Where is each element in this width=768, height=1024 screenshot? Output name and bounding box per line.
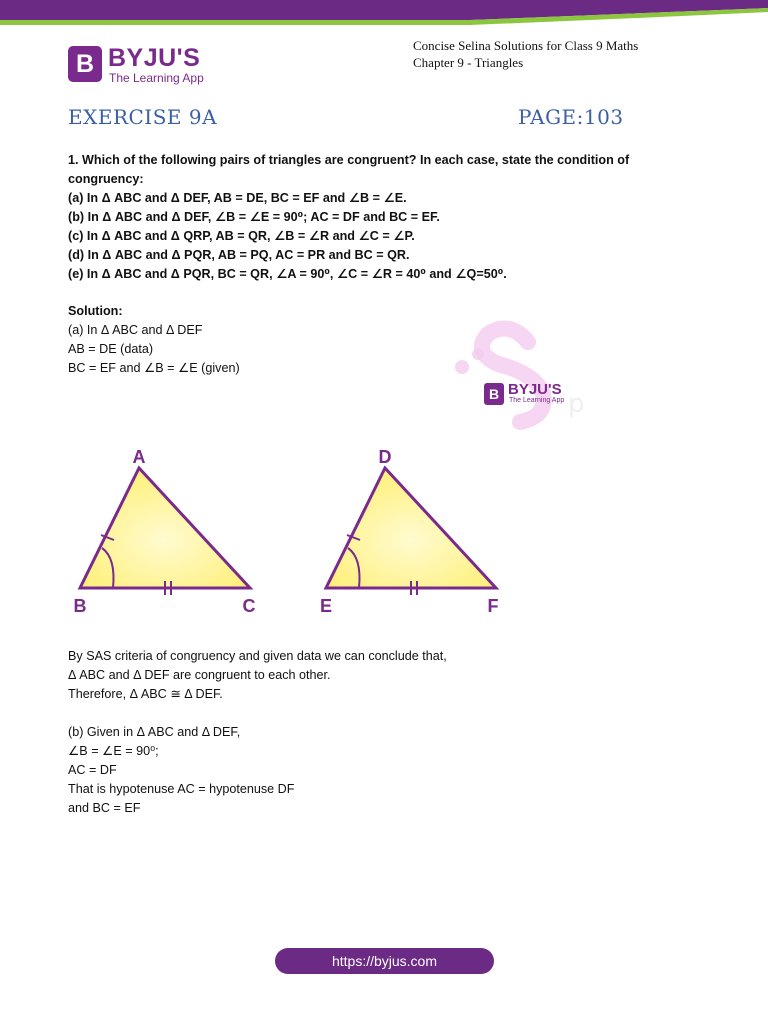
triangle-abc <box>74 447 256 616</box>
congruent-triangles-figure <box>60 440 520 620</box>
watermark-logo-letter: B <box>489 386 500 402</box>
question-part-b: (b) In Δ ABC and Δ DEF, ∠B = ∠E = 90⁰; AC = DF and BC = EF. <box>68 210 440 224</box>
conclusion-line: By SAS criteria of congruency and given data we can conclude that, <box>68 649 447 663</box>
vertex-label-b: B <box>73 596 87 616</box>
vertex-label-f: F <box>487 596 499 616</box>
solution-block <box>68 302 240 378</box>
part-b-line: ∠B = ∠E = 90⁰; <box>68 744 159 758</box>
vertex-label-d: D <box>378 447 392 467</box>
top-decorative-band <box>0 0 768 26</box>
header-book-title: Concise Selina Solutions for Class 9 Maths <box>413 38 639 53</box>
logo-mark <box>68 46 102 82</box>
conclusion-block <box>68 647 447 704</box>
triangle-def <box>320 447 499 616</box>
solution-line: AB = DE (data) <box>68 342 154 356</box>
triangle-def-shape <box>326 468 496 588</box>
part-b-block <box>68 723 294 818</box>
exercise-title: EXERCISE 9A <box>68 105 218 129</box>
part-b-line: That is hypotenuse AC = hypotenuse DF <box>68 782 295 796</box>
footer-url-link[interactable]: https://byjus.com <box>275 948 494 974</box>
part-b-line: (b) Given in Δ ABC and Δ DEF, <box>68 725 241 739</box>
question-part-a: (a) In Δ ABC and Δ DEF, AB = DE, BC = EF and ∠B = ∠E. <box>68 191 407 205</box>
solution-line: (a) In Δ ABC and Δ DEF <box>68 323 203 337</box>
solution-heading: Solution: <box>68 304 123 318</box>
conclusion-line: Δ ABC and Δ DEF are congruent to each other. <box>68 668 331 682</box>
vertex-label-e: E <box>319 596 333 616</box>
watermark-graphic <box>450 312 610 432</box>
part-b-line: AC = DF <box>68 763 117 777</box>
logo-tagline: The Learning App <box>109 71 204 85</box>
question-title: 1. Which of the following pairs of triangles are congruent? In each case, state the condition of congruency: <box>68 153 630 186</box>
watermark-logo-tagline: The Learning App <box>509 397 565 404</box>
question-part-d: (d) In Δ ABC and Δ PQR, AB = PQ, AC = PR and BC = QR. <box>68 248 410 262</box>
question-part-c: (c) In Δ ABC and Δ QRP, AB = QR, ∠B = ∠R and ∠C = ∠P. <box>68 229 415 243</box>
triangle-abc-shape <box>80 468 250 588</box>
vertex-label-c: C <box>242 596 256 616</box>
svg-text:p: p <box>568 389 585 419</box>
part-b-line: and BC = EF <box>68 801 141 815</box>
watermark-logo-name: BYJU'S <box>508 381 562 398</box>
conclusion-line: Therefore, Δ ABC ≅ Δ DEF. <box>68 687 223 701</box>
watermark-logo <box>484 381 604 411</box>
question-block <box>68 151 678 284</box>
logo-letter: B <box>76 50 95 78</box>
document-header <box>413 37 733 71</box>
question-part-e: (e) In Δ ABC and Δ PQR, BC = QR, ∠A = 90⁰, ∠C = ∠R = 40⁰ and ∠Q=50⁰. <box>68 267 507 281</box>
watermark-logo-mark <box>484 383 504 405</box>
byjus-logo <box>68 46 228 88</box>
page-number-label: PAGE:103 <box>518 105 624 129</box>
solution-line: BC = EF and ∠B = ∠E (given) <box>68 361 240 375</box>
logo-name: BYJU'S <box>108 44 201 72</box>
vertex-label-a: A <box>132 447 146 467</box>
header-chapter: Chapter 9 - Triangles <box>413 55 524 70</box>
